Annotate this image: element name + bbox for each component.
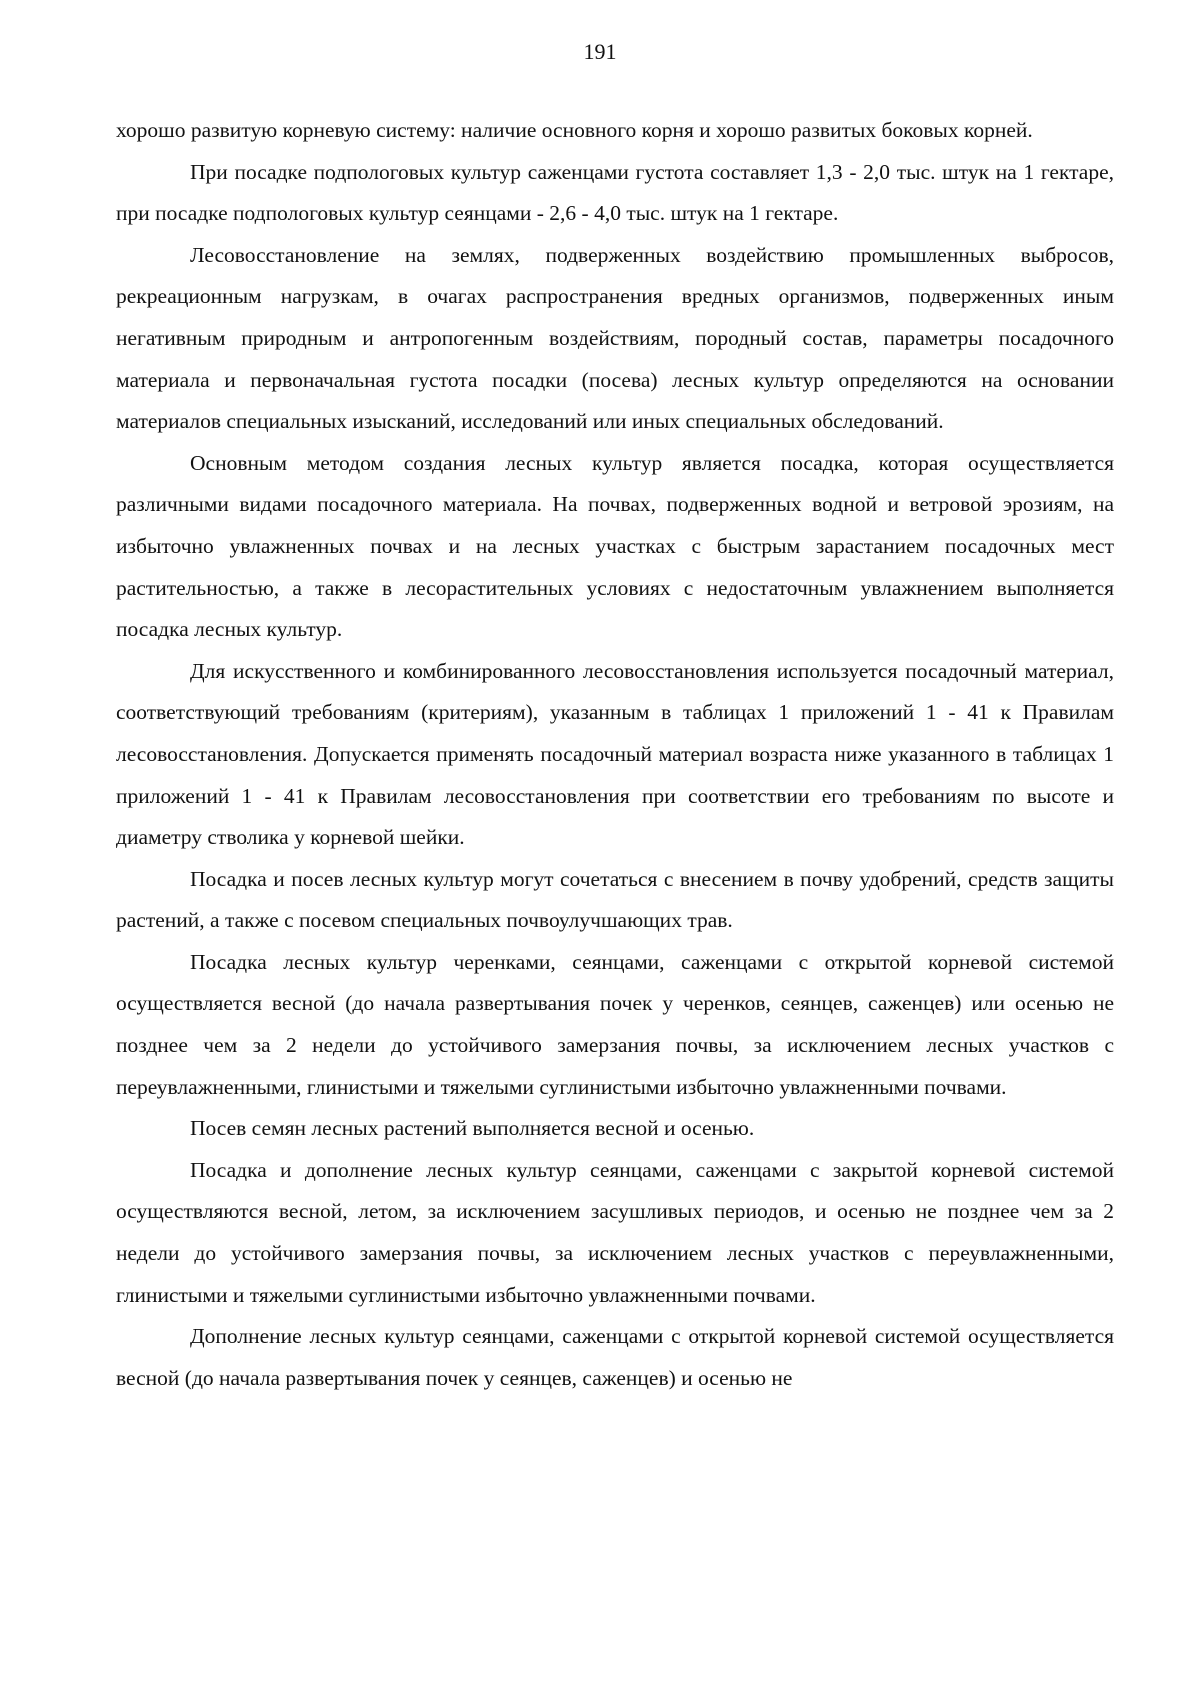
paragraph: При посадке подпологовых культур саженцами густота составляет 1,3 - 2,0 тыс. штук на 1 гектаре, при посадке подпологовых культур сеянцами - 2,6 - 4,0 тыс. штук на 1 гектаре. [116,159,1114,226]
paragraph: Посев семян лесных растений выполняется весной и осенью. [190,1116,755,1141]
paragraph: Для искусственного и комбинированного лесовосстановления используется посадочный материал, соответствующий требованиям (критериям), указанным в таблицах 1 приложений 1 - 41 к Правилам лесовосстановления. Допускается применять посадочный материал возраста ниже указанного в таблицах 1 приложений 1 - 41 к Правилам лесовосстановления при соответствии его требованиям по высоте и диаметру стволика у корневой шейки. [116,658,1114,850]
page-number: 191 [583,39,617,64]
paragraph: Посадка и посев лесных культур могут сочетаться с внесением в почву удобрений, средств защиты растений, а также с посевом специальных почвоулучшающих трав. [116,866,1114,933]
paragraph: Дополнение лесных культур сеянцами, саженцами с открытой корневой системой осуществляется весной (до начала развертывания почек у сеянцев, саженцев) и осенью не [116,1324,1114,1390]
paragraph: хорошо развитую корневую систему: наличие основного корня и хорошо развитых боковых корней. [116,118,1033,142]
paragraph: Лесовосстановление на землях, подверженных воздействию промышленных выбросов, рекреационным нагрузкам, в очагах распространения вредных организмов, подверженных иным негативным природным и антропогенным воздействиям, породный состав, параметры посадочного материала и первоначальная густота посадки (посева) лесных культур определяются на основании материалов специальных изысканий, исследований или иных специальных обследований. [116,242,1114,434]
paragraph: Посадка лесных культур черенками, сеянцами, саженцами с открытой корневой системой осуществляется весной (до начала развертывания почек у черенков, сеянцев, саженцев) или осенью не позднее чем за 2 недели до устойчивого замерзания почвы, за исключением лесных участков с переувлажненными, глинистыми и тяжелыми суглинистыми избыточно увлажненными почвами. [116,949,1114,1099]
document-body [116,110,1114,1399]
paragraph: Основным методом создания лесных культур является посадка, которая осуществляется различными видами посадочного материала. На почвах, подверженных водной и ветровой эрозиям, на избыточно увлажненных почвах и на лесных участках с быстрым зарастанием посадочных мест растительностью, а также в лесорастительных условиях с недостаточным увлажнением выполняется посадка лесных культур. [116,450,1114,642]
paragraph: Посадка и дополнение лесных культур сеянцами, саженцами с закрытой корневой системой осуществляются весной, летом, за исключением засушливых периодов, и осенью не позднее чем за 2 недели до устойчивого замерзания почвы, за исключением лесных участков с переувлажненными, глинистыми и тяжелыми суглинистыми избыточно увлажненными почвами. [116,1157,1114,1307]
